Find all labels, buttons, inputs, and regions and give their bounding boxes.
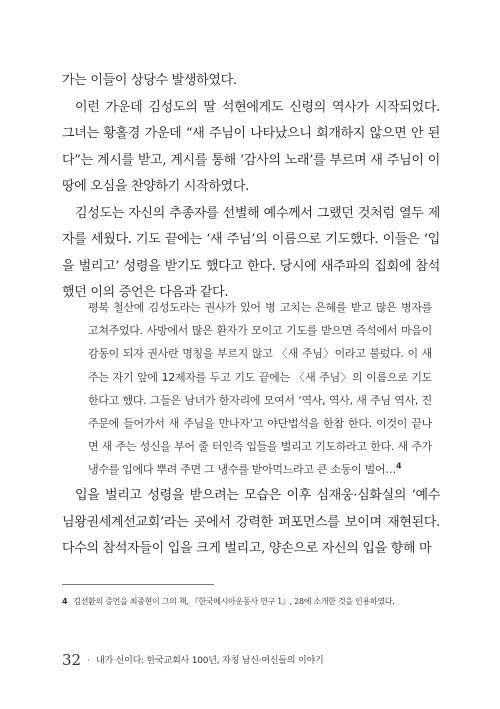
body-text-top	[62, 68, 440, 307]
footnote-text: 김선환의 증언을 최중현이 그의 책, 『한국메시아운동사 연구 1』, 28에 소개한 것을 인용하였다.	[73, 597, 395, 606]
paragraph-open-mouth: 입을 벌리고 성령을 받으려는 모습은 이후 심재웅·심화실의 ‘예수님왕권세계선교회’라는 곳에서 강력한 퍼포먼스를 보이며 재현된다. 다수의 참석자들이 입을 크게 벌리고, 양손으로 자신의 입을 향해 마	[62, 488, 440, 556]
footnote-number: 4	[62, 597, 68, 606]
footer-separator: ·	[87, 656, 90, 666]
quote-paragraph	[88, 296, 432, 482]
footnote-reference[interactable]: 4	[395, 461, 402, 471]
paragraph-seokhyeon: 이런 가운데 김성도의 딸 석현에게도 신령의 역사가 시작되었다. 그녀는 황홀경 가운데 “새 주님이 나타났으니 회개하지 않으면 안 된다”는 계시를 받고, 계시를 통해 ‘감사의 노래’를 부르며 새 주님이 이 땅에 오심을 찬양하기 시작하였다.	[62, 99, 440, 194]
running-title: 내가 신이다: 한국교회사 100년, 자칭 남신·여신들의 이야기	[95, 656, 324, 666]
footnote	[62, 596, 442, 608]
footnote-divider	[62, 584, 214, 585]
page-number: 32	[62, 651, 82, 669]
quote-text: 평북 철산에 김성도라는 권사가 있어 병 고치는 은혜를 받고 많은 병자를 고쳐주었다. 사방에서 많은 환자가 모이고 기도를 받으면 즉석에서 마음이 감동이 되자 권사란 명칭을 부르지 않고 〈새 주님〉이라고 불렀다. 이 새 주는 자기 앞에 12제자를 두고 기도 끝에는 〈새 주님〉의 이름으로 기도한다고 했다. 그들은 남녀가 한자리에 모여서 ‘역사, 역사, 새 주님 역사, 진주문에 들어가서 새 주님을 만나자’고 야단법석을 한참 한다. 이것이 끝나면 새 주는 성신을 부어 줄 터인즉 입들을 벌리고 기도하라고 한다. 새 주가 냉수를 입에다 뿌려 주면 그 냉수를 받아먹느라고 큰 소동이 벌어…	[88, 301, 432, 477]
paragraph-twelve-disciples: 김성도는 자신의 추종자를 선별해 예수께서 그랬던 것처럼 열두 제자를 세웠다. 기도 끝에는 ‘새 주님’의 이름으로 기도했다. 이들은 ‘입을 벌리고’ 성령을 받기도 했다고 한다. 당시에 새주파의 집회에 참석했던 이의 증언은 다음과 같다.	[62, 205, 440, 300]
body-text-bottom	[62, 483, 440, 563]
page-footer	[62, 650, 324, 669]
block-quote	[88, 296, 432, 482]
paragraph-continued: 가는 이들이 상당수 발생하였다.	[62, 73, 237, 88]
